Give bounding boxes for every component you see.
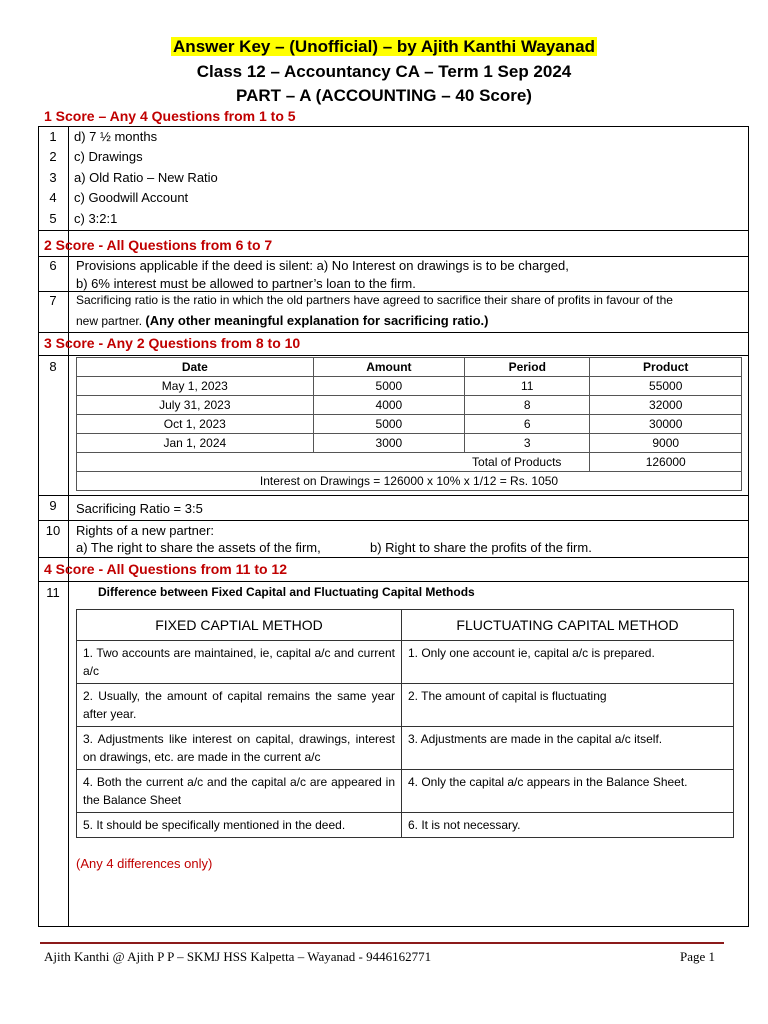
table-cell: 55000 [590, 377, 742, 396]
table-cell: 11 [465, 377, 590, 396]
section-heading-1: 1 Score – Any 4 Questions from 1 to 5 [44, 108, 296, 124]
section-heading-3: 3 Score - Any 2 Questions from 8 to 10 [44, 335, 301, 351]
table-row [77, 727, 734, 770]
answer-text: c) Drawings [74, 149, 143, 164]
rule [38, 926, 749, 927]
answer-text: Rights of a new partner: [76, 523, 215, 538]
table-header-row [77, 358, 742, 377]
answer-text: a) The right to share the assets of the firm, [76, 540, 321, 555]
table-cell: 3000 [313, 434, 464, 453]
answer-text: Sacrificing Ratio = 3:5 [76, 501, 203, 516]
table-cell: 9000 [590, 434, 742, 453]
question-number: 7 [49, 293, 57, 308]
table-cell: 1. Two accounts are maintained, ie, capital a/c and current a/c [77, 641, 402, 684]
total-value: 126000 [590, 453, 742, 472]
table-cell: 2. The amount of capital is fluctuating [402, 684, 734, 727]
table-cell: 2. Usually, the amount of capital remains the same year after year. [77, 684, 402, 727]
question-number: 6 [49, 258, 57, 273]
table-cell: 5000 [313, 377, 464, 396]
rule [38, 126, 749, 127]
column-header: FIXED CAPTIAL METHOD [77, 610, 402, 641]
question-number: 8 [49, 359, 57, 374]
rule [38, 332, 749, 333]
section-heading-4: 4 Score - All Questions from 11 to 12 [44, 561, 287, 577]
total-row [77, 453, 742, 472]
answer-text: c) 3:2:1 [74, 211, 118, 226]
rule [38, 495, 749, 496]
table-cell: 5. It should be specifically mentioned in the deed. [77, 813, 402, 838]
question-number: 10 [45, 523, 61, 538]
part-heading: PART – A (ACCOUNTING – 40 Score) [236, 86, 532, 105]
rule [38, 557, 749, 558]
table-cell: 6. It is not necessary. [402, 813, 734, 838]
table-cell: Oct 1, 2023 [77, 415, 314, 434]
interest-formula: Interest on Drawings = 126000 x 10% x 1/12 = Rs. 1050 [77, 472, 742, 491]
answer-text: Provisions applicable if the deed is silent: a) No Interest on drawings is to be charged, [76, 258, 569, 273]
table-row [77, 684, 734, 727]
table-row [77, 813, 734, 838]
interest-row [77, 472, 742, 491]
document-title: Answer Key – (Unofficial) – by Ajith Kanthi Wayanad [173, 37, 595, 56]
question-number: 3 [49, 170, 57, 185]
page-number: Page 1 [680, 949, 716, 964]
table-row [77, 415, 742, 434]
outer-right-border [748, 126, 749, 927]
comparison-table [76, 609, 734, 838]
table-cell: July 31, 2023 [77, 396, 314, 415]
table-row [77, 434, 742, 453]
table-cell: Jan 1, 2024 [77, 434, 314, 453]
footer-author: Ajith Kanthi @ Ajith P P – SKMJ HSS Kalpetta – Wayanad - 9446162771 [44, 949, 432, 964]
table-cell: 5000 [313, 415, 464, 434]
table-cell: 3. Adjustments like interest on capital, drawings, interest on drawings, etc. are made in the current a/c [77, 727, 402, 770]
rule [38, 230, 749, 231]
answer-text: d) 7 ½ months [74, 129, 158, 144]
table-row [77, 396, 742, 415]
table-cell: 30000 [590, 415, 742, 434]
answer-text: new partner. (Any other meaningful explanation for sacrificing ratio.) [76, 313, 489, 328]
question-number: 11 [46, 585, 60, 600]
answer-text: b) 6% interest must be allowed to partner’s loan to the firm. [76, 276, 416, 291]
table-cell: 6 [465, 415, 590, 434]
table-cell: 32000 [590, 396, 742, 415]
interest-on-drawings-table [76, 357, 742, 491]
table-cell: 4000 [313, 396, 464, 415]
total-label: Total of Products [77, 453, 590, 472]
question-number: 1 [49, 129, 57, 144]
rule [38, 291, 749, 292]
footer-rule [40, 942, 724, 944]
question-number: 5 [49, 211, 57, 226]
column-header: Period [465, 358, 590, 377]
answer-text: Sacrificing ratio is the ratio in which the old partners have agreed to sacrifice their share of profits in favour of the [76, 293, 673, 307]
differences-note: (Any 4 differences only) [76, 856, 213, 871]
table-cell: 3. Adjustments are made in the capital a/c itself. [402, 727, 734, 770]
answer-text: c) Goodwill Account [74, 190, 189, 205]
table-row [77, 770, 734, 813]
table-cell: 4. Both the current a/c and the capital a/c are appeared in the Balance Sheet [77, 770, 402, 813]
table-cell: 1. Only one account ie, capital a/c is prepared. [402, 641, 734, 684]
question-number: 9 [49, 498, 57, 513]
rule [38, 256, 749, 257]
column-header: Date [77, 358, 314, 377]
section-heading-2: 2 Score - All Questions from 6 to 7 [44, 237, 273, 253]
table-cell: May 1, 2023 [77, 377, 314, 396]
table-row [77, 641, 734, 684]
table-cell: 8 [465, 396, 590, 415]
table-cell: 3 [465, 434, 590, 453]
answer-text: b) Right to share the profits of the firm. [370, 540, 592, 555]
table-cell: 4. Only the capital a/c appears in the Balance Sheet. [402, 770, 734, 813]
comparison-title: Difference between Fixed Capital and Fluctuating Capital Methods [98, 585, 475, 599]
document-subtitle: Class 12 – Accountancy CA – Term 1 Sep 2024 [196, 62, 572, 81]
table-header-row [77, 610, 734, 641]
rule [38, 355, 749, 356]
column-header: Amount [313, 358, 464, 377]
column-header: FLUCTUATING CAPITAL METHOD [402, 610, 734, 641]
question-number: 2 [49, 149, 57, 164]
question-number: 4 [49, 190, 57, 205]
table-row [77, 377, 742, 396]
column-header: Product [590, 358, 742, 377]
answer-text: a) Old Ratio – New Ratio [74, 170, 218, 185]
rule [38, 520, 749, 521]
rule [38, 581, 749, 582]
